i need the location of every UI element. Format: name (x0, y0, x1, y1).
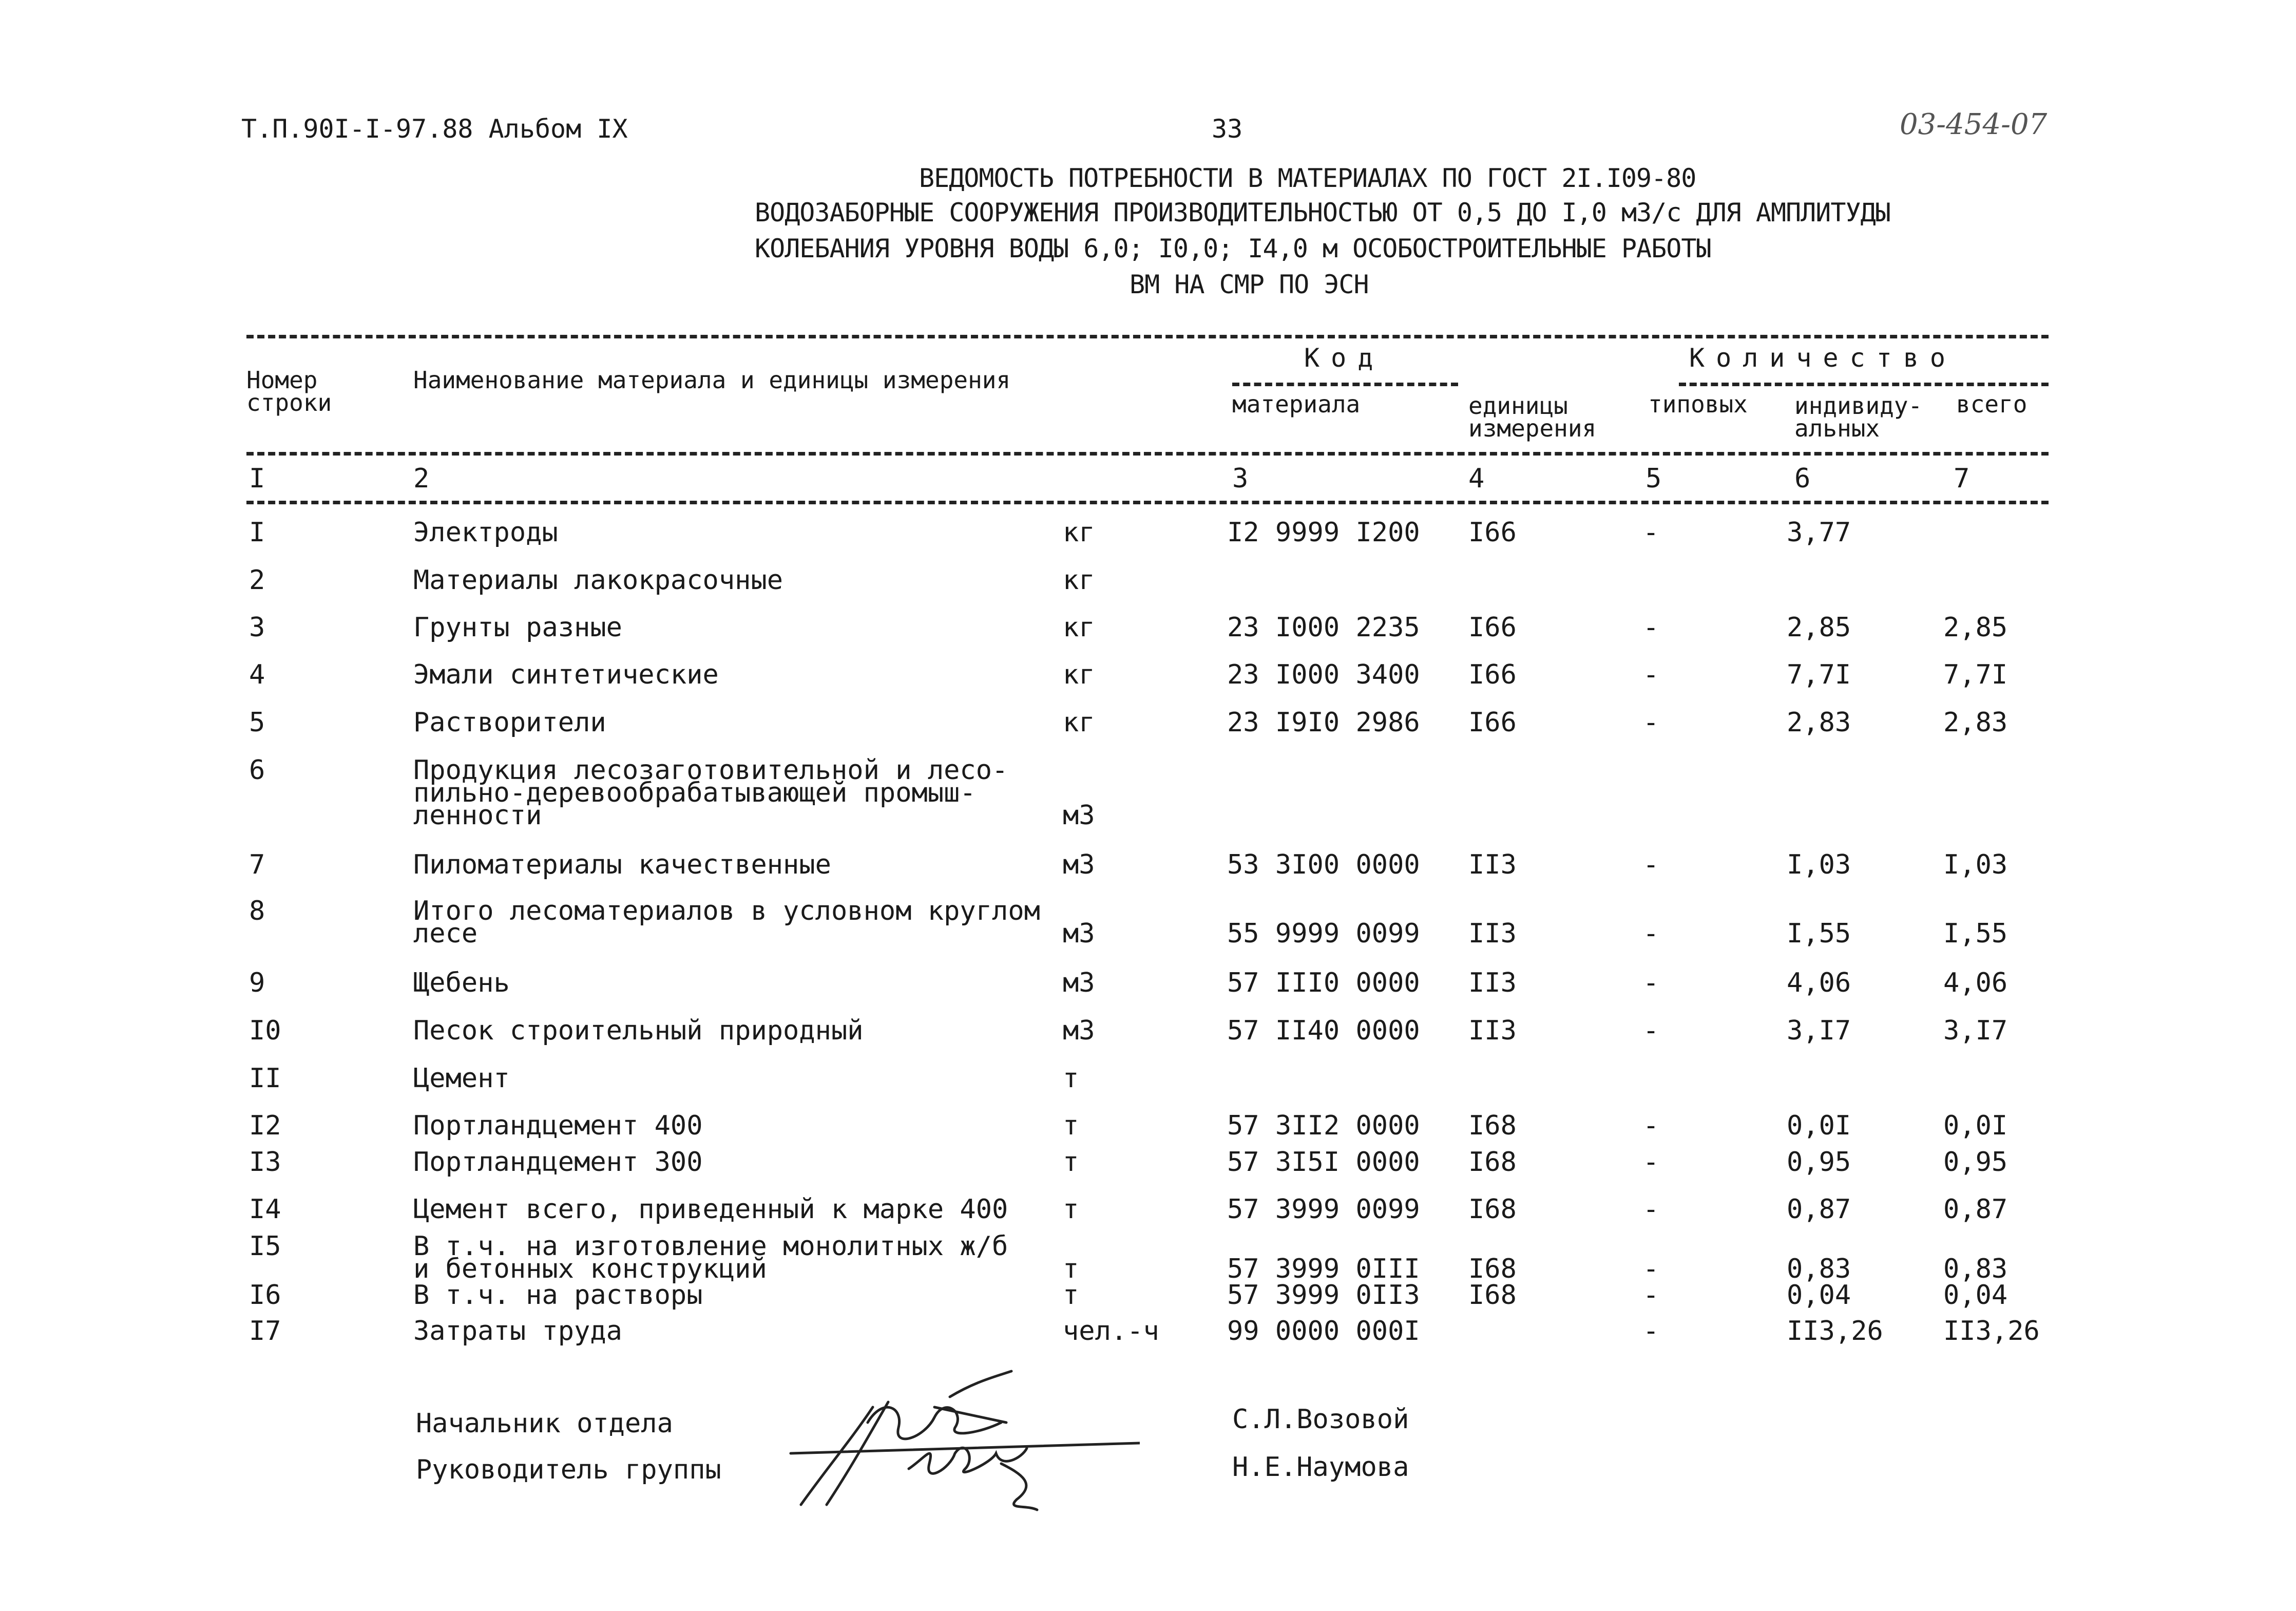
row-number: 6 (249, 755, 265, 786)
qty-individual: 2,85 (1787, 612, 1851, 643)
material-code: 57 III0 0000 (1227, 968, 1420, 998)
unit-code: I68 (1468, 1254, 1517, 1284)
material-name: и бетонных конструкций (413, 1254, 767, 1284)
row-number: I5 (249, 1231, 281, 1262)
signature-person-1: С.Л.Возовой (1232, 1404, 1409, 1435)
title-line-1: ВЕДОМОСТЬ ПОТРЕБНОСТИ В МАТЕРИАЛАХ ПО ГОСТ 2I.I09-80 (919, 163, 1696, 193)
unit-code: I66 (1468, 517, 1517, 548)
header-qty-total: всего (1956, 390, 2027, 418)
column-number: I (249, 463, 265, 494)
qty-typical: - (1643, 1194, 1659, 1225)
header-code-group: Код (1304, 343, 1385, 373)
column-number: 3 (1232, 463, 1249, 494)
unit-code: I68 (1468, 1110, 1517, 1141)
material-code: 57 3999 0III (1227, 1254, 1420, 1284)
row-number: I2 (249, 1110, 281, 1141)
qty-typical: - (1643, 1015, 1659, 1046)
row-number: I (249, 517, 265, 548)
material-name: В т.ч. на растворы (413, 1280, 703, 1311)
unit: т (1063, 1063, 1079, 1094)
signature-role-1: Начальник отдела (416, 1408, 673, 1439)
material-code: 23 I000 3400 (1227, 659, 1420, 690)
material-name: В т.ч. на изготовление монолитных ж/б (413, 1231, 1008, 1262)
material-code: 57 3999 0II3 (1227, 1280, 1420, 1311)
material-code: 57 3I5I 0000 (1227, 1147, 1420, 1178)
column-number: 7 (1954, 463, 1970, 494)
header-bottom-rule (246, 452, 2049, 456)
unit-code: I68 (1468, 1147, 1517, 1178)
header-code-material: материала (1232, 390, 1361, 418)
material-code: 55 9999 0099 (1227, 918, 1420, 949)
material-name: Затраты труда (413, 1316, 622, 1347)
qty-total: II3,26 (1943, 1316, 2040, 1347)
qty-individual: 2,83 (1787, 707, 1851, 738)
unit: кг (1063, 659, 1095, 690)
column-number: 5 (1646, 463, 1662, 494)
unit-code: I66 (1468, 707, 1517, 738)
doc-reference: Т.П.90I-I-97.88 Альбом IX (241, 114, 628, 144)
column-number: 6 (1794, 463, 1811, 494)
unit-code: I66 (1468, 612, 1517, 643)
column-number: 4 (1468, 463, 1485, 494)
qty-typical: - (1643, 612, 1659, 643)
header-qty-typical: типовых (1648, 390, 1748, 418)
qty-individual: 3,77 (1787, 517, 1851, 548)
signature-role-2: Руководитель группы (416, 1454, 721, 1485)
qty-typical: - (1643, 1110, 1659, 1141)
unit: м3 (1063, 968, 1095, 998)
row-number: 8 (249, 896, 265, 926)
qty-typical: - (1643, 659, 1659, 690)
material-name: Растворители (413, 707, 606, 738)
unit: т (1063, 1194, 1079, 1225)
qty-individual: I,03 (1787, 849, 1851, 880)
qty-individual: 4,06 (1787, 968, 1851, 998)
column-number: 2 (413, 463, 430, 494)
signature-person-2: Н.Е.Наумова (1232, 1452, 1409, 1483)
qty-typical: - (1643, 517, 1659, 548)
unit-code: I68 (1468, 1194, 1517, 1225)
material-code: 57 3999 0099 (1227, 1194, 1420, 1225)
row-number: II (249, 1063, 281, 1094)
qty-total: 0,95 (1943, 1147, 2008, 1178)
qty-typical: - (1643, 918, 1659, 949)
qty-individual: 0,83 (1787, 1254, 1851, 1284)
unit: м3 (1063, 849, 1095, 880)
unit: кг (1063, 707, 1095, 738)
row-number: 5 (249, 707, 265, 738)
header-qty-individual: индивиду- альных (1794, 392, 1923, 442)
material-name: Итого лесоматериалов в условном круглом (413, 896, 1040, 926)
material-name: Портландцемент 300 (413, 1147, 703, 1178)
material-name: Материалы лакокрасочные (413, 565, 783, 596)
material-name: Цемент всего, приведенный к марке 400 (413, 1194, 1008, 1225)
qty-typical: - (1643, 1147, 1659, 1178)
row-number: 7 (249, 849, 265, 880)
row-number: I0 (249, 1015, 281, 1046)
material-code: 23 I9I0 2986 (1227, 707, 1420, 738)
archive-mark: 03-454-07 (1900, 108, 2048, 141)
header-code-unit: единицы измерения (1468, 392, 1597, 442)
material-name: Грунты разные (413, 612, 622, 643)
material-name: Электроды (413, 517, 558, 548)
qty-individual: I,55 (1787, 918, 1851, 949)
material-name: пильно-деревообрабатывающей промыш- (413, 778, 976, 808)
material-name: Эмали синтетические (413, 659, 719, 690)
qty-individual: 7,7I (1787, 659, 1851, 690)
material-name: Песок строительный природный (413, 1015, 864, 1046)
qty-total: 7,7I (1943, 659, 2008, 690)
qty-total: I,55 (1943, 918, 2008, 949)
qty-individual: 3,I7 (1787, 1015, 1851, 1046)
qty-total: 2,85 (1943, 612, 2008, 643)
qty-group-rule (1679, 383, 2049, 386)
unit: м3 (1063, 1015, 1095, 1046)
qty-total: I,03 (1943, 849, 2008, 880)
qty-typical: - (1643, 707, 1659, 738)
header-qty-group: Количество (1689, 343, 1957, 373)
qty-typical: - (1643, 968, 1659, 998)
unit: кг (1063, 612, 1095, 643)
material-name: лесе (413, 918, 478, 949)
title-line-2: ВОДОЗАБОРНЫЕ СООРУЖЕНИЯ ПРОИЗВОДИТЕЛЬНОСТЬЮ ОТ 0,5 ДО I,0 м3/с ДЛЯ АМПЛИТУДЫ (755, 198, 1890, 228)
material-name: Продукция лесозаготовительной и лесо- (413, 755, 1008, 786)
row-number: I4 (249, 1194, 281, 1225)
title-line-3: КОЛЕБАНИЯ УРОВНЯ ВОДЫ 6,0; I0,0; I4,0 м ОСОБОСТРОИТЕЛЬНЫЕ РАБОТЫ (755, 234, 1711, 263)
qty-typical: - (1643, 1280, 1659, 1311)
unit: кг (1063, 517, 1095, 548)
material-name: Пиломатериалы качественные (413, 849, 831, 880)
row-number: 4 (249, 659, 265, 690)
unit-code: II3 (1468, 918, 1517, 949)
unit: т (1063, 1280, 1079, 1311)
qty-typical: - (1643, 849, 1659, 880)
unit-code: I68 (1468, 1280, 1517, 1311)
material-code: 57 II40 0000 (1227, 1015, 1420, 1046)
qty-typical: - (1643, 1316, 1659, 1347)
material-code: I2 9999 I200 (1227, 517, 1420, 548)
unit: т (1063, 1254, 1079, 1284)
qty-total: 4,06 (1943, 968, 2008, 998)
qty-total: 0,83 (1943, 1254, 2008, 1284)
page-number: 33 (1212, 114, 1243, 144)
material-code: 99 0000 000I (1227, 1316, 1420, 1347)
unit-code: II3 (1468, 1015, 1517, 1046)
qty-individual: 0,0I (1787, 1110, 1851, 1141)
qty-total: 0,04 (1943, 1280, 2008, 1311)
header-row-no: Номер строки (246, 366, 332, 416)
row-number: 9 (249, 968, 265, 998)
unit: т (1063, 1147, 1079, 1178)
material-name: Щебень (413, 968, 510, 998)
qty-total: 0,87 (1943, 1194, 2008, 1225)
qty-total: 3,I7 (1943, 1015, 2008, 1046)
unit-code: I66 (1468, 659, 1517, 690)
material-code: 23 I000 2235 (1227, 612, 1420, 643)
qty-total: 0,0I (1943, 1110, 2008, 1141)
qty-individual: 0,87 (1787, 1194, 1851, 1225)
qty-individual: II3,26 (1787, 1316, 1883, 1347)
qty-total: 2,83 (1943, 707, 2008, 738)
table-top-rule (246, 335, 2049, 338)
qty-typical: - (1643, 1254, 1659, 1284)
unit: м3 (1063, 918, 1095, 949)
handwritten-signature (780, 1366, 1140, 1530)
unit-code: II3 (1468, 968, 1517, 998)
row-number: I6 (249, 1280, 281, 1311)
unit-code: II3 (1468, 849, 1517, 880)
material-code: 53 3I00 0000 (1227, 849, 1420, 880)
row-number: 2 (249, 565, 265, 596)
qty-individual: 0,04 (1787, 1280, 1851, 1311)
material-name: ленности (413, 800, 542, 831)
unit: м3 (1063, 800, 1095, 831)
row-number: I7 (249, 1316, 281, 1347)
title-line-4: ВМ НА СМР ПО ЭСН (1130, 270, 1369, 299)
material-name: Цемент (413, 1063, 510, 1094)
unit: чел.-ч (1063, 1316, 1159, 1347)
row-number: 3 (249, 612, 265, 643)
qty-individual: 0,95 (1787, 1147, 1851, 1178)
colnum-bottom-rule (246, 501, 2049, 504)
header-name: Наименование материала и единицы измерения (413, 366, 1011, 394)
row-number: I3 (249, 1147, 281, 1178)
code-group-rule (1232, 383, 1458, 386)
material-name: Портландцемент 400 (413, 1110, 703, 1141)
material-code: 57 3II2 0000 (1227, 1110, 1420, 1141)
unit: т (1063, 1110, 1079, 1141)
unit: кг (1063, 565, 1095, 596)
